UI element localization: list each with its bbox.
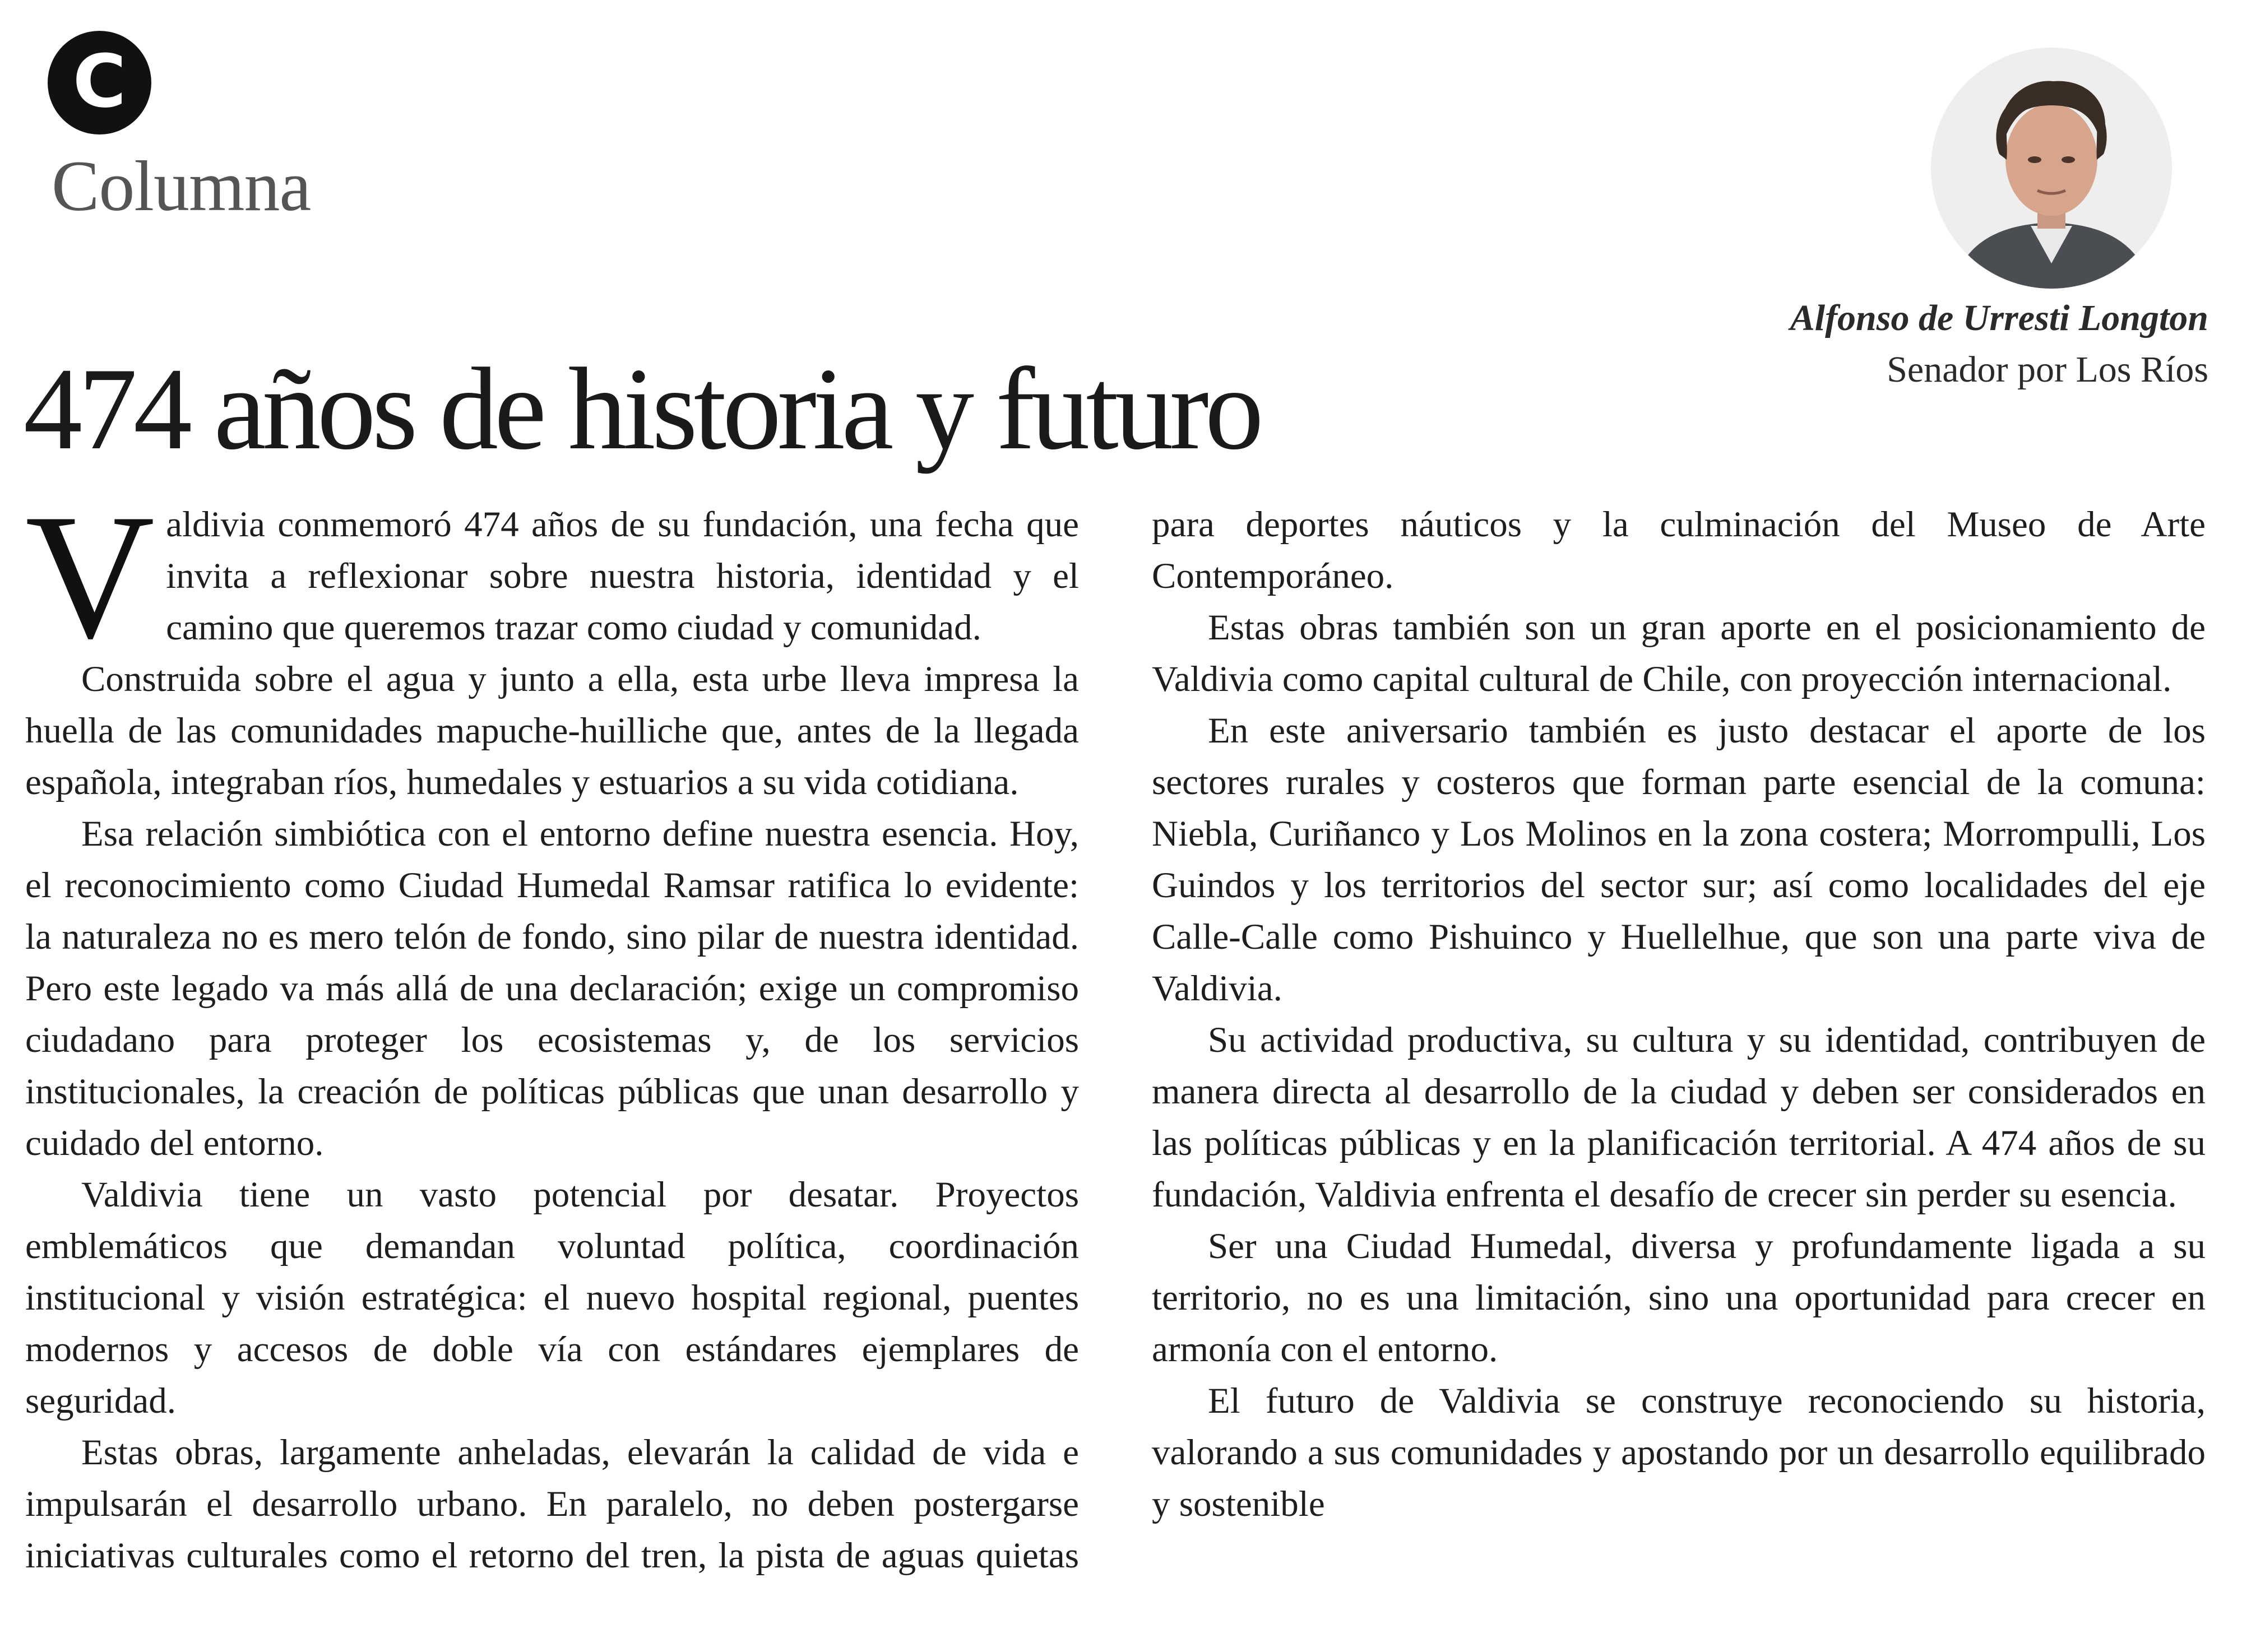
- article-paragraph: Esa relación simbiótica con el entorno define nuestra esencia. Hoy, el reconocimiento como Ciudad Humedal Ramsar ratifica lo evidente: la naturaleza no es mero telón de fondo, sino pilar de nuestra identidad. Pero este legado va más allá de una declaración; exige un compromiso ciudadano para proteger los ecosistemas y, de los servicios institucionales, la creación de políticas públicas que unan desarrollo y cuidado del entorno.: [25, 814, 1079, 1163]
- article-paragraph: El futuro de Valdivia se construye reconociendo su historia, valorando a sus comunidades y apostando por un desarrollo equilibrado y sostenible: [1152, 1381, 2206, 1524]
- author-role: Senador por Los Ríos: [1887, 349, 2208, 390]
- author-photo: [1931, 48, 2172, 289]
- article-body: [25, 477, 2206, 1625]
- article-paragraph: Valdivia tiene un vasto potencial por desatar. Proyectos emblemáticos que demandan voluntad política, coordinación institucional y visión estratégica: el nuevo hospital regional, puentes modernos y accesos de doble vía con estándares ejemplares de seguridad.: [25, 1175, 1079, 1421]
- author-photo-illustration: [1931, 48, 2172, 289]
- section-badge: [48, 31, 151, 134]
- article-title: 474 años de historia y futuro: [24, 344, 1260, 474]
- drop-cap: V: [25, 477, 155, 676]
- article-paragraph: En este aniversario también es justo destacar el aporte de los sectores rurales y costeros que forman parte esencial de la comuna: Niebla, Curiñanco y Los Molinos en la zona costera; Morrompulli, Los Guindos y los territorios del sector sur; así como localidades del eje Calle-Calle como Pishuinco y Huellelhue, que son una parte viva de Valdivia.: [1152, 711, 2206, 1009]
- article-paragraph: Estas obras también son un gran aporte en el posicionamiento de Valdivia como capital cultural de Chile, con proyección internacional.: [1152, 607, 2206, 699]
- paragraph-text: aldivia conmemoró 474 años de su fundación, una fecha que invita a reflexionar sobre nuestra historia, identidad y el camino que queremos trazar como ciudad y comunidad.: [166, 504, 1079, 648]
- section-badge-letter: C: [72, 38, 127, 124]
- article-paragraph: Ser una Ciudad Humedal, diversa y profundamente ligada a su territorio, no es una limitación, sino una oportunidad para crecer en armonía con el entorno.: [1152, 1226, 2206, 1370]
- article-paragraph: Su actividad productiva, su cultura y su identidad, contribuyen de manera directa al desarrollo de la ciudad y deben ser considerados en las políticas públicas y en la planificación territorial. A 474 años de su fundación, Valdivia enfrenta el desafío de crecer sin perder su esencia.: [1152, 1020, 2206, 1215]
- section-label: Columna: [52, 146, 311, 226]
- author-name: Alfonso de Urresti Longton: [1790, 298, 2208, 338]
- article-paragraph: [25, 477, 1079, 676]
- article-paragraph: Estas obras, largamente anheladas, elevarán la calidad de vida e impulsarán el desarrollo urbano. En paralelo, no deben postergarse iniciativas culturales como el retorno del tren, la pista de aguas quietas para deportes náuticos y la culminación del Museo de Arte Contemporáneo.: [25, 504, 2206, 1576]
- article-paragraph: Construida sobre el agua y junto a ella, esta urbe lleva impresa la huella de las comunidades mapuche-huilliche que, antes de la llegada española, integraban ríos, humedales y estuarios a su vida cotidiana.: [25, 659, 1079, 802]
